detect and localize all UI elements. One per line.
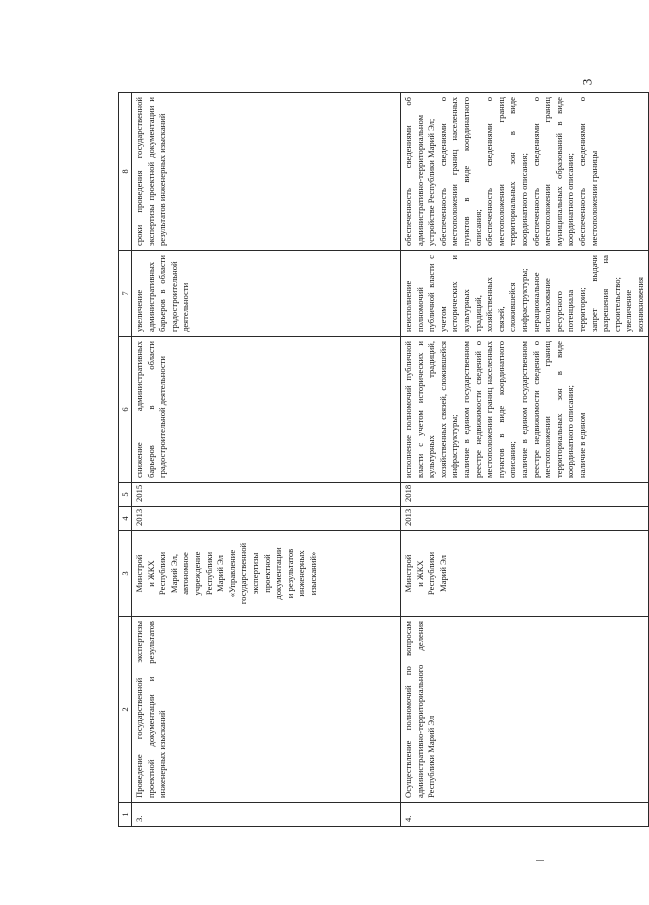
header-cell: 3 (119, 531, 132, 617)
header-cell: 2 (119, 617, 132, 803)
header-cell: 1 (119, 803, 132, 827)
expected-result: снижение административных барьеров в области градостроительной деятельности (132, 337, 401, 483)
indicators: сроки проведения государственной экспертизы проектной документации и результатов инженерных изысканий (132, 93, 401, 251)
header-cell: 6 (119, 337, 132, 483)
page-number: 3 (579, 78, 595, 86)
header-cell: 4 (119, 507, 132, 531)
header-cell: 5 (119, 483, 132, 507)
executor: Минстрой и ЖКХ Республики Марий Эл (401, 531, 649, 617)
consequences: увеличение административных барьеров в области градостроительной деятельности (132, 251, 401, 337)
measure-title: Осуществление полномочий по вопросам административно-территориального деления Республики Марий Эл (401, 617, 649, 803)
consequences: неисполнение полномочий публичной власти с учетом исторических и культурных традиций, хозяйственных связей, сложившейся инфраструктуры; нерациональное использование ресурсного потенциала территории; запрет выдачи разрешения на строительство; увеличение возникновения (401, 251, 649, 337)
table-row (132, 93, 401, 827)
start-year: 2013 (132, 507, 401, 531)
executor: Минстрой и ЖКХ Республики Марий Эл, автономное учреждение Республики Марий Эл «Управление государственной экспертизы проектной документации и результатов инженерных изысканий» (132, 531, 401, 617)
row-number: 4. (401, 803, 649, 827)
header-cell: 7 (119, 251, 132, 337)
scan-mark (536, 860, 544, 861)
end-year: 2018 (401, 483, 649, 507)
table-row (401, 93, 649, 827)
start-year: 2013 (401, 507, 649, 531)
measures-table (118, 92, 649, 827)
indicators: обеспеченность сведениями об административно-территориальном устройстве Республики Марий Эл; обеспеченность сведениями о местоположении границ населенных пунктов в виде координатного описания; обеспеченность сведениями о местоположении границ территориальных зон в виде координатного описания; обеспеченность сведениями о местоположении границ муниципальных образований в виде координатного описания; обеспеченность сведениями о местоположении границы (401, 93, 649, 251)
end-year: 2015 (132, 483, 401, 507)
row-number: 3. (132, 803, 401, 827)
header-cell: 8 (119, 93, 132, 251)
measure-title: Проведение государственной экспертизы проектной документации и результатов инженерных изысканий (132, 617, 401, 803)
table-container (118, 93, 645, 827)
expected-result: исполнение полномочий публичной власти с учетом исторических и культурных традиций, хозяйственных связей, сложившейся инфраструктуры; наличие в едином государственном реестре недвижимости сведений о местоположении границ населенных пунктов в виде координатного описания; наличие в едином государственном реестре недвижимости сведений о местоположении границ территориальных зон в виде координатного описания; наличие в едином (401, 337, 649, 483)
header-row (119, 93, 132, 827)
